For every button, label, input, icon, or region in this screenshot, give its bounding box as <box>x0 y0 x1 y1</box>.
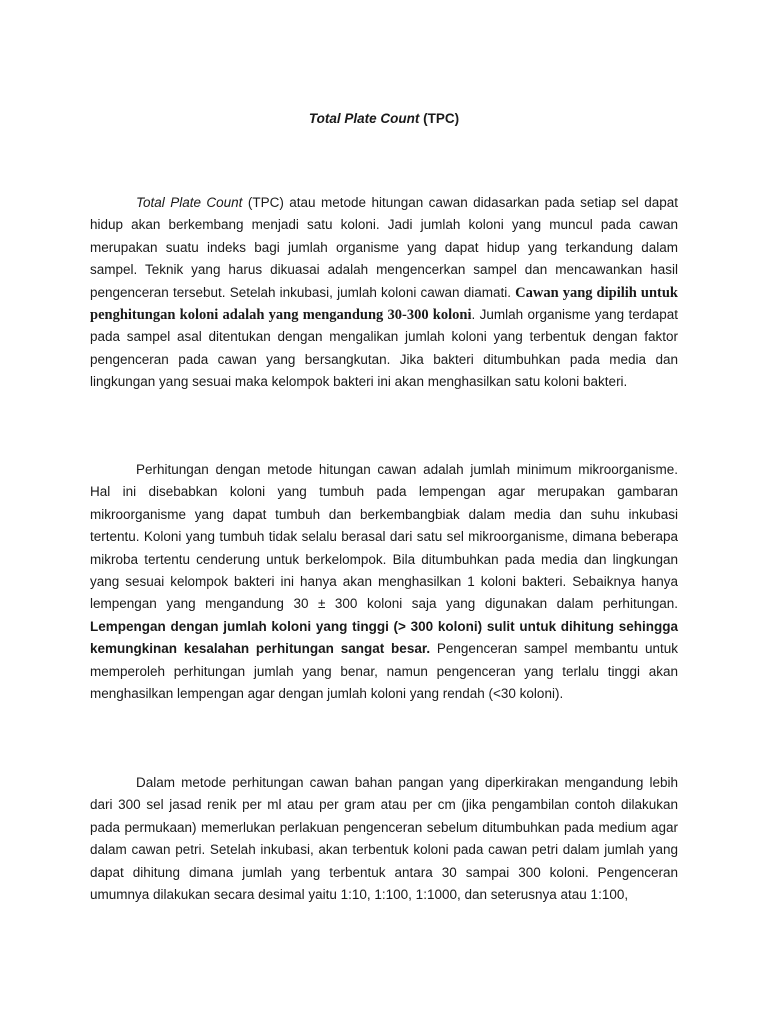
document-title <box>90 110 678 128</box>
title-rest: (TPC) <box>419 111 460 126</box>
paragraph-2-text-2: Pengenceran sampel membantu untuk memperoleh perhitungan jumlah yang benar, namun pengenceran yang terlalu tinggi akan menghasilkan lempengan agar dengan jumlah koloni yang rendah (<30 koloni). <box>90 641 678 702</box>
paragraph-1-text-1: (TPC) atau metode hitungan cawan didasarkan pada setiap sel dapat hidup akan berkembang menjadi satu koloni. Jadi jumlah koloni yang muncul pada cawan merupakan suatu indeks bagi jumlah organisme yang dapat hidup yang terkandung dalam sampel. Teknik yang harus dikuasai adalah mengencerkan sampel dan mencawankan hasil pengenceran tersebut. Setelah inkubasi, jumlah koloni cawan diamati. <box>90 195 678 300</box>
paragraph-1-italic-lead: Total Plate Count <box>136 195 243 210</box>
paragraph-1-text-2: . Jumlah organisme yang terdapat pada sampel asal ditentukan dengan mengalikan jumlah koloni yang terbentuk dengan faktor pengenceran pada cawan yang bersangkutan. Jika bakteri ditumbuhkan pada media dan lingkungan yang sesuai maka kelompok bakteri ini akan menghasilkan satu koloni bakteri. <box>90 307 678 390</box>
paragraph-3 <box>90 772 678 906</box>
paragraph-1-bold: Cawan yang dipilih untuk penghitungan koloni adalah yang mengandung 30-300 koloni <box>90 284 678 324</box>
paragraph-2 <box>90 459 678 705</box>
title-italic: Total Plate Count <box>308 111 420 126</box>
paragraph-1 <box>90 192 678 394</box>
paragraph-2-bold: Lempengan dengan jumlah koloni yang tinggi (> 300 koloni) sulit untuk dihitung sehingga kemungkinan kesalahan perhitungan sangat besar. <box>90 618 678 657</box>
paragraph-2-text-1: Perhitungan dengan metode hitungan cawan adalah jumlah minimum mikroorganisme. Hal ini disebabkan koloni yang tumbuh pada lempengan agar merupakan gambaran mikroorganisme yang dapat tumbuh dan berkembangbiak dalam media dan suhu inkubasi tertentu. Koloni yang tumbuh tidak selalu berasal dari satu sel mikroorganisme, dimana beberapa mikroba tertentu cenderung untuk berkelompok. Bila ditumbuhkan pada media dan lingkungan yang sesuai kelompok bakteri ini hanya akan menghasilkan 1 koloni bakteri. Sebaiknya hanya lempengan yang mengandung 30 ± 300 koloni saja yang digunakan dalam perhitungan. <box>90 462 678 612</box>
paragraph-3-text-1: Dalam metode perhitungan cawan bahan pangan yang diperkirakan mengandung lebih dari 300 sel jasad renik per ml atau per gram atau per cm (jika pengambilan contoh dilakukan pada permukaan) memerlukan perlakuan pengenceran sebelum ditumbuhkan pada medium agar dalam cawan petri. Setelah inkubasi, akan terbentuk koloni pada cawan petri dalam jumlah yang dapat dihitung dimana jumlah yang terbentuk antara 30 sampai 300 koloni. Pengenceran umumnya dilakukan secara desimal yaitu 1:10, 1:100, 1:1000, dan seterusnya atau 1:100, <box>90 775 678 903</box>
